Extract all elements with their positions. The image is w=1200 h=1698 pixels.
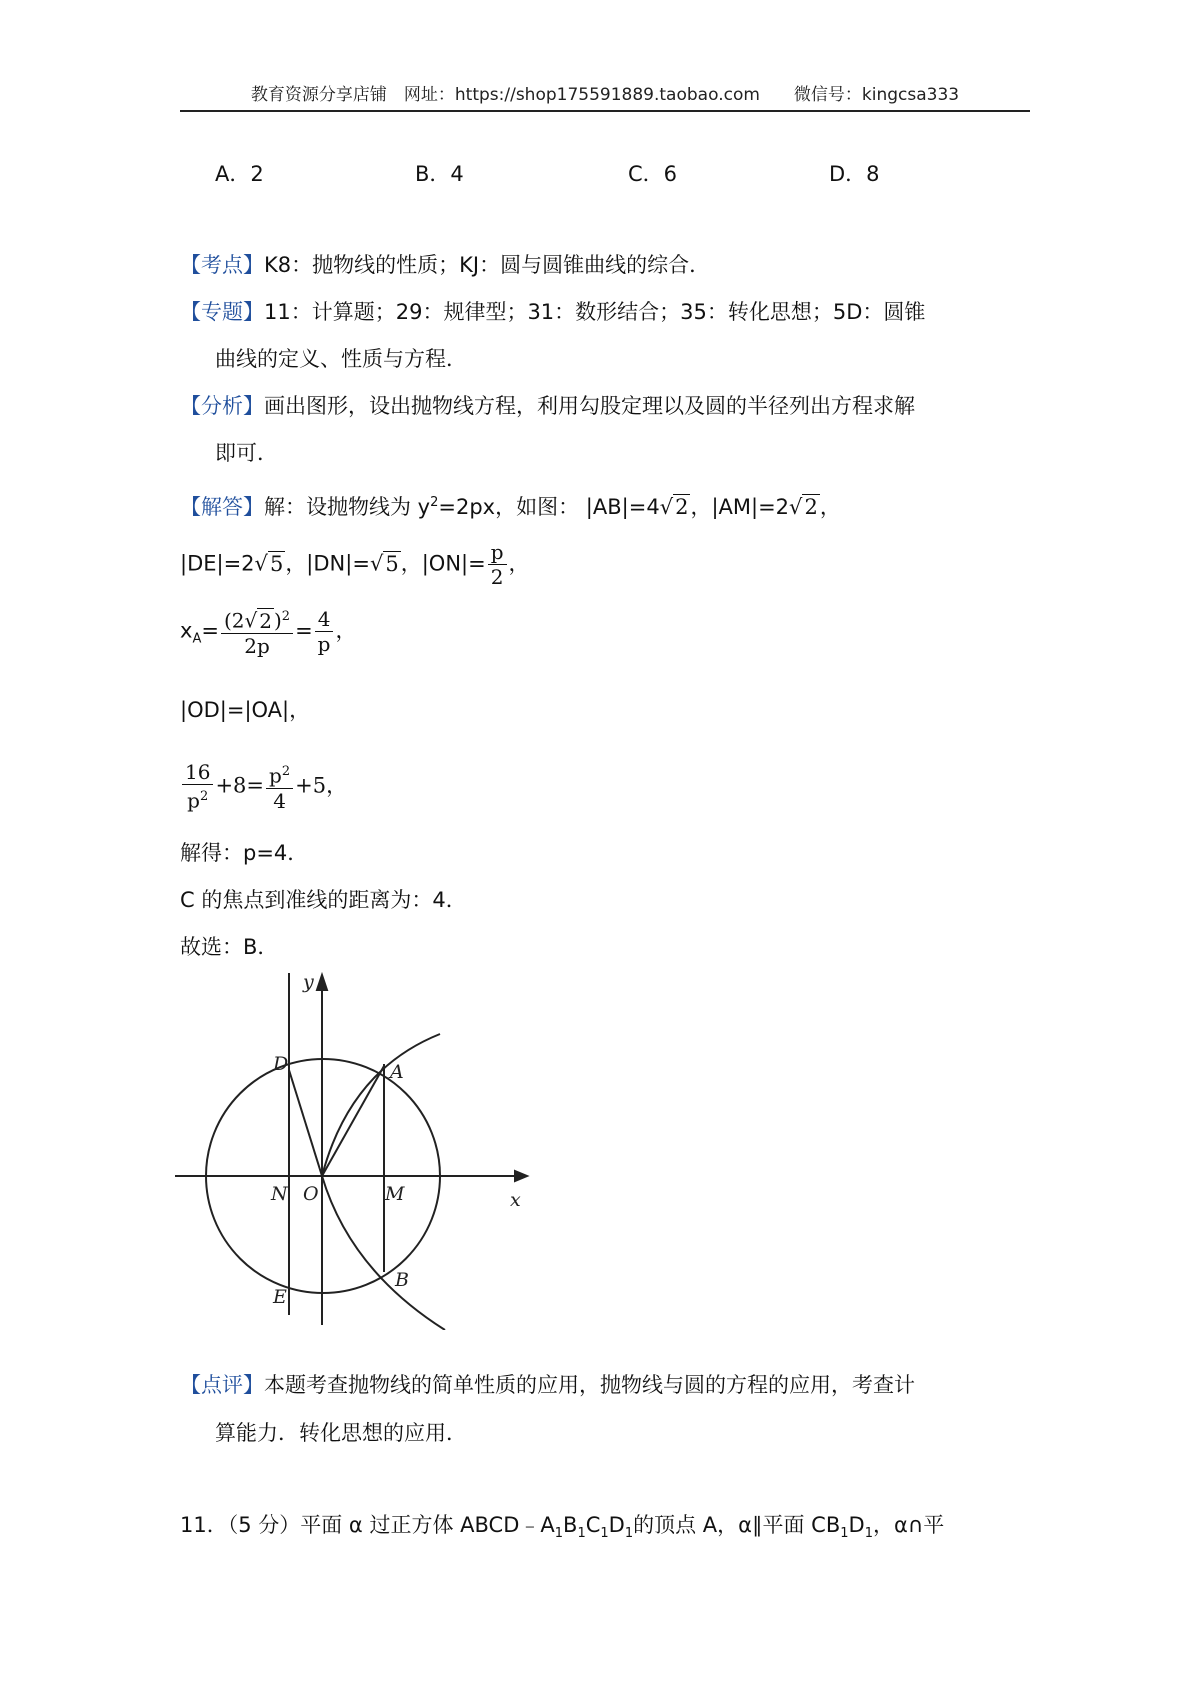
q11-text: 11．（5 分）平面 α 过正方体 ABCD﹣A <box>180 1513 555 1537</box>
frac-num: 16 <box>182 760 213 785</box>
exp-2: 2 <box>199 789 209 804</box>
option-b: B．4 <box>415 162 464 186</box>
q11-part: D <box>608 1513 625 1537</box>
comma: ， <box>335 618 357 643</box>
frac-p-over-2 <box>488 540 507 589</box>
den-part: p <box>187 788 200 813</box>
dianping-tag: 【点评】 <box>180 1373 264 1397</box>
x-axis-arrow <box>515 1171 527 1181</box>
sqrt-2-c: √ 2 <box>244 608 272 633</box>
jieda-tag: 【解答】 <box>180 495 264 519</box>
sqrt-rad: 2 <box>675 495 689 519</box>
segment-od <box>289 1070 322 1176</box>
plus5: +5， <box>295 773 348 798</box>
sqrt-5-a: √5 <box>254 551 284 576</box>
frac-p2-over-4 <box>266 760 293 813</box>
sqrt-rad: 2 <box>259 608 272 633</box>
frac-xa <box>221 605 293 658</box>
fenxi-text-2: 即可． <box>215 441 278 465</box>
sqrt-2-a: √2 <box>659 495 689 519</box>
frac-den <box>184 785 211 813</box>
dianping-text-2: 算能力．转化思想的应用． <box>215 1421 467 1445</box>
sqrt-5-b: √5 <box>369 551 399 576</box>
eq: = <box>295 618 313 643</box>
dianping-line <box>180 1370 915 1400</box>
label-m: M <box>385 1183 405 1205</box>
solve-line: 解得：p=4． <box>180 841 309 865</box>
kaodian-text: K8：抛物线的性质；KJ：圆与圆锥曲线的综合． <box>264 253 711 277</box>
q11-part: 的顶点 A，α∥平面 CB <box>633 1513 841 1537</box>
zhuanti-text-1: 11：计算题；29：规律型；31：数形结合；35：转化思想；5D：圆锥 <box>264 300 926 324</box>
xa-sub: A <box>192 631 202 647</box>
num-part: ) <box>273 608 282 633</box>
y-axis-arrow <box>317 975 327 990</box>
sqrt-rad: 5 <box>269 551 284 576</box>
zhuanti-line <box>180 297 925 327</box>
frac-16-over-p2 <box>182 760 213 813</box>
comma: ， <box>508 551 530 576</box>
question-11 <box>180 1510 944 1549</box>
option-c: C．6 <box>628 162 678 186</box>
sqrt-rad: 2 <box>804 495 818 519</box>
equation-p <box>180 760 347 813</box>
frac-num: p <box>488 540 507 565</box>
segment-oa <box>322 1066 384 1176</box>
dianping-text-1: 本题考查抛物线的简单性质的应用，抛物线与圆的方程的应用，考查计 <box>264 1373 915 1397</box>
label-y: y <box>303 971 314 993</box>
eq: = <box>201 618 219 643</box>
comma: ， <box>819 495 841 519</box>
label-o: O <box>303 1183 319 1205</box>
on-length: ，|ON|= <box>400 551 486 576</box>
od-oa: |OD|=|OA|， <box>180 698 311 722</box>
frac-num <box>221 605 293 634</box>
option-d: D．8 <box>829 162 880 186</box>
ab-length: |AB|=4 <box>585 495 660 519</box>
parabola-circle-figure <box>175 970 535 1330</box>
kaodian-line <box>180 250 710 280</box>
page-header: 教育资源分享店铺 网址：https://shop175591889.taobao.com 微信号：kingcsa333 <box>250 85 960 105</box>
sub: 1 <box>554 1526 564 1542</box>
fenxi-tag: 【分析】 <box>180 394 264 418</box>
jieda-line-2 <box>180 540 530 589</box>
sub: 1 <box>864 1526 873 1542</box>
jieda-text-a: 解：设抛物线为 y <box>264 495 431 519</box>
sub: 1 <box>840 1526 849 1542</box>
fenxi-line <box>180 391 915 421</box>
label-e: E <box>273 1286 287 1308</box>
jieda-line-1 <box>180 488 841 522</box>
label-x: x <box>510 1189 521 1211</box>
xa-symbol: x <box>180 618 193 643</box>
q11-part: D <box>848 1513 865 1537</box>
option-a: A．2 <box>215 162 264 186</box>
exp-2: 2 <box>281 764 291 779</box>
frac-den: 4 <box>273 788 286 813</box>
am-length: ，|AM|=2 <box>690 495 790 519</box>
q11-part: C <box>585 1513 601 1537</box>
distance-line: C 的焦点到准线的距离为：4． <box>180 888 467 912</box>
frac-num: 4 <box>315 607 334 632</box>
frac-4-over-p <box>315 607 334 656</box>
de-length: |DE|=2 <box>180 551 255 576</box>
fenxi-text-1: 画出图形，设出抛物线方程，利用勾股定理以及圆的半径列出方程求解 <box>264 394 915 418</box>
zhuanti-text-2: 曲线的定义、性质与方程． <box>215 347 467 371</box>
label-a: A <box>390 1061 404 1083</box>
kaodian-tag: 【考点】 <box>180 253 264 277</box>
xa-formula <box>180 605 356 658</box>
sub: 1 <box>577 1526 586 1542</box>
exp-2: 2 <box>430 495 439 510</box>
q11-part: ，α∩平 <box>873 1513 945 1537</box>
sub: 1 <box>600 1526 609 1542</box>
label-n: N <box>271 1183 288 1205</box>
sqrt-rad: 5 <box>385 551 399 576</box>
plus8: +8= <box>215 773 265 798</box>
frac-den: 2p <box>244 633 270 658</box>
header-rule <box>180 110 1030 112</box>
frac-den: p <box>317 631 331 656</box>
choose-line: 故选：B． <box>180 935 279 959</box>
label-b: B <box>395 1269 409 1291</box>
q11-part: B <box>563 1513 578 1537</box>
jieda-text-b: =2px，如图： <box>438 495 580 519</box>
dn-length: ，|DN|= <box>285 551 370 576</box>
sqrt-2-b: √2 <box>789 495 818 519</box>
zhuanti-tag: 【专题】 <box>180 300 264 324</box>
frac-num <box>266 760 293 789</box>
frac-den: 2 <box>490 565 504 589</box>
num-part: p <box>269 763 282 788</box>
num-part: (2 <box>223 608 245 633</box>
sub: 1 <box>624 1526 634 1542</box>
label-d: D <box>273 1053 289 1075</box>
exp-2: 2 <box>281 609 291 624</box>
